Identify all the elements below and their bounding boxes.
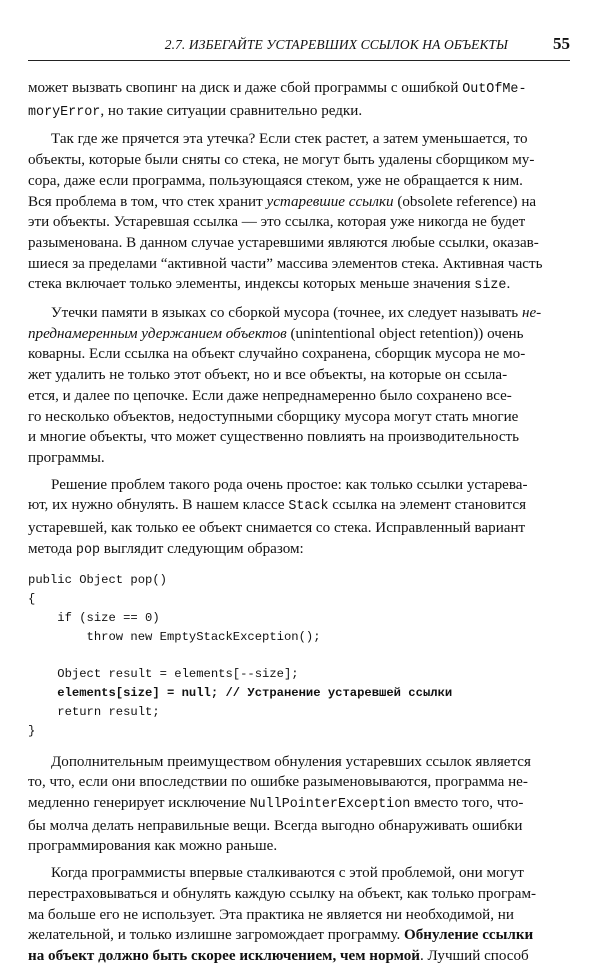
text-line: Так где же прячется эта утечка? Если стек растет, а затем уменьшается, то — [51, 131, 528, 148]
text-line — [28, 78, 570, 101]
code-line: if (size == 0) — [28, 611, 160, 626]
code-line: { — [28, 592, 36, 607]
header-rule — [28, 60, 570, 61]
text-line: го несколько объектов, недоступными сборщику мусора могут стать многие — [28, 408, 519, 425]
code-line: Object result = elements[--size]; — [28, 667, 299, 682]
page-body — [28, 78, 570, 973]
text-line — [28, 192, 570, 213]
code-line: } — [28, 723, 36, 738]
text-line: объекты, которые были сняты со стека, не могут быть удалены сборщиком му- — [28, 152, 535, 169]
text-line: ется, и далее по цепочке. Если даже непреднамеренно было сохранено все- — [28, 387, 512, 404]
text-line — [28, 101, 570, 124]
text-line — [28, 539, 570, 562]
text-line: Решение проблем такого рода очень простое: как только ссылки устарева- — [51, 476, 528, 493]
text-line: программирования как можно раньше. — [28, 838, 278, 855]
inline-code: size — [474, 278, 507, 294]
text: . Лучший способ — [420, 947, 529, 964]
code-line: public Object pop() — [28, 573, 167, 588]
strong-text: Обнуление ссылки — [404, 927, 534, 944]
text-line: эти объекты. Устаревшая ссылка — это ссылка, которая уже никогда не будет — [28, 214, 526, 231]
strong-text: на объект должно быть скорее исключением, чем нормой — [28, 947, 420, 964]
text: . — [506, 276, 511, 293]
text: стека включает только элементы, индексы которых меньше значения — [28, 276, 475, 293]
text-line: разыменована. В данном случае устаревшими являются любые ссылки, оказав- — [28, 234, 539, 251]
text-line — [28, 946, 570, 967]
text-line — [28, 495, 570, 518]
inline-code: Stack — [288, 499, 329, 515]
paragraph-2 — [28, 129, 570, 297]
text-line: Дополнительным преимуществом обнуления устаревших ссылок является — [51, 753, 531, 770]
code-line: throw new EmptyStackException(); — [28, 629, 321, 644]
text-line: то, что, если они впоследствии по ошибке разыменовываются, программа не- — [28, 774, 528, 791]
emphasis: не- — [521, 305, 542, 322]
text-line: ма больше его не использует. Эта практика не является ни необходимой, ни — [28, 906, 514, 923]
paragraph-3 — [28, 303, 570, 469]
emphasis: преднамеренным удержанием объектов — [28, 325, 287, 342]
text: может вызвать свопинг на диск и даже сбой программы с ошибкой — [28, 80, 463, 96]
text-line: сора, даже если программа, пользующаяся стеком, уже не обращается к ним. — [28, 172, 523, 189]
text: , но такие ситуации сравнительно редки. — [100, 102, 363, 119]
text: выглядит следующим образом: — [100, 540, 304, 557]
text: (unintentional object retention)) очень — [286, 325, 524, 342]
paragraph-4 — [28, 475, 570, 562]
text: вместо того, что- — [410, 795, 524, 812]
page-number: 55 — [553, 34, 570, 53]
text: желательной, и только излишне загромождает программу. — [28, 927, 405, 944]
text-line: устаревшей, как только ее объект снимается со стека. Исправленный вариант — [28, 520, 526, 537]
text-line — [28, 274, 570, 297]
text-line: жет удалить не только этот объект, но и все объекты, на которые он ссыла- — [28, 367, 508, 384]
text: метода — [28, 540, 76, 557]
code-line-blank — [28, 647, 570, 666]
text: Утечки памяти в языках со сборкой мусора (точнее, их следует называть — [51, 305, 522, 322]
code-line: return result; — [28, 705, 160, 720]
text: (obsolete reference) на — [393, 193, 537, 210]
text: ссылка на элемент становится — [328, 497, 527, 514]
code-line-highlight: elements[size] = null; // Устранение устаревшей ссылки — [28, 686, 453, 701]
emphasis: устаревшие ссылки — [266, 193, 394, 210]
inline-code: OutOfMe- — [462, 82, 527, 97]
text: ют, их нужно обнулять. В нашем классе — [28, 497, 289, 514]
text-line: Когда программисты впервые сталкиваются с этой проблемой, они могут — [51, 865, 524, 882]
text: Вся проблема в том, что стек хранит — [28, 193, 267, 210]
text: медленно генерирует исключение — [28, 795, 250, 812]
text-line: перестраховываться и обнулять каждую ссылку на объект, как только програм- — [28, 885, 537, 902]
text-line: коварны. Если ссылка на объект случайно сохранена, сборщик мусора не мо- — [28, 346, 526, 363]
text-line — [28, 324, 570, 345]
inline-code: NullPointerException — [249, 797, 411, 813]
inline-code: moryError — [28, 104, 101, 120]
paragraph-1 — [28, 78, 570, 123]
paragraph-5 — [28, 752, 570, 858]
running-title: 2.7. ИЗБЕГАЙТЕ УСТАРЕВШИХ ССЫЛОК НА ОБЪЕКТЫ — [164, 37, 508, 52]
code-listing — [28, 571, 570, 740]
page-header — [28, 30, 570, 60]
text-line: шиеся за пределами “активной части” массива элементов стека. Активная часть — [28, 255, 543, 272]
text-line — [28, 793, 570, 816]
paragraph-6 — [28, 863, 570, 967]
text-line: бы молча делать неправильные вещи. Всегда выгодно обнаруживать ошибки — [28, 817, 523, 834]
inline-code: pop — [75, 542, 101, 558]
text-line: программы. — [28, 449, 105, 466]
text-line — [28, 925, 570, 946]
text-line: и многие объекты, что может существенно повлиять на производительность — [28, 429, 520, 446]
text-line — [28, 303, 570, 324]
